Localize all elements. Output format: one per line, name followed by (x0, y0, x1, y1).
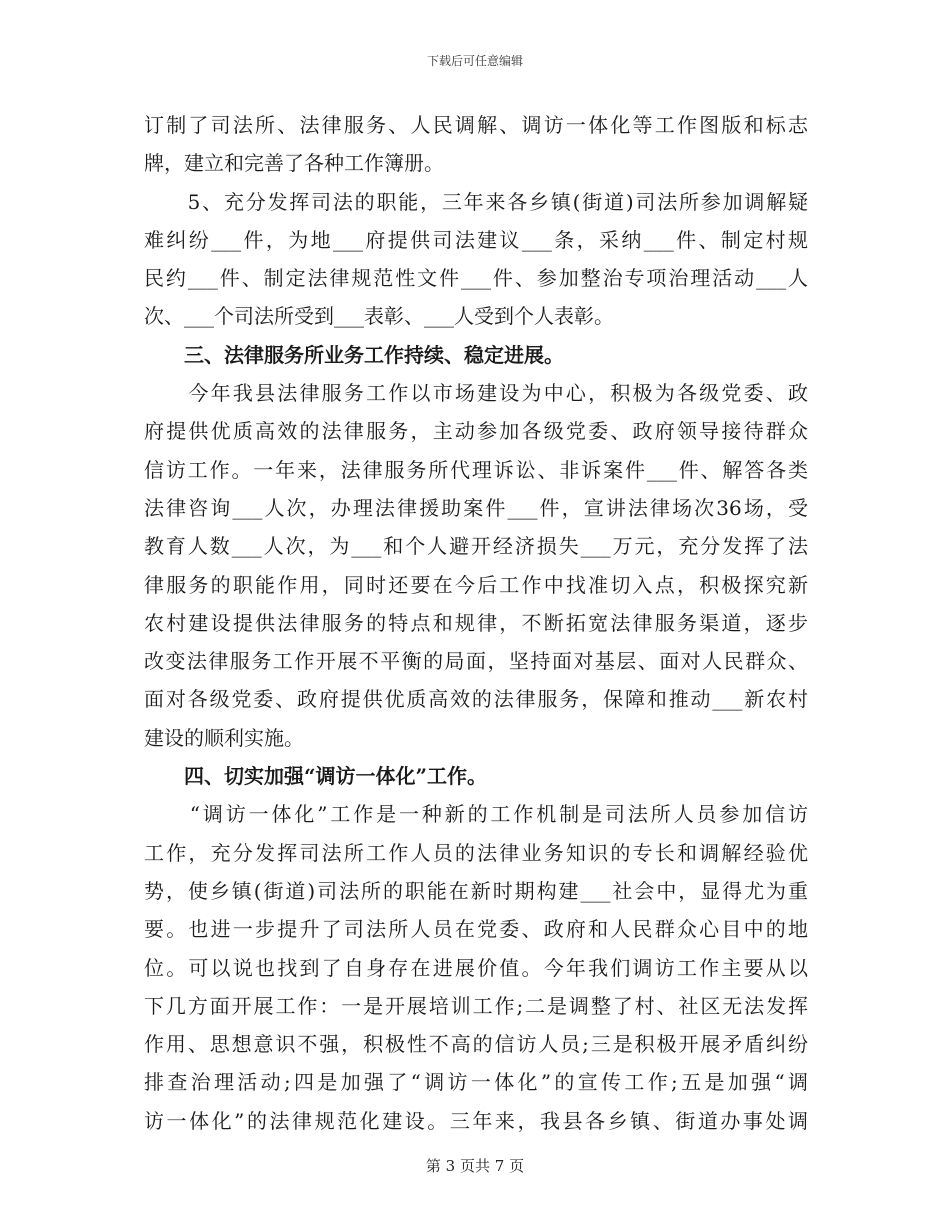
paragraph-line: 排查治理活动;四是加强了“调访一体化”的宣传工作;五是加强“调 (144, 1070, 808, 1095)
paragraph-line: 要。也进一步提升了司法所人员在党委、政府和人民群众心目中的地 (144, 917, 808, 942)
page-header: 下载后可任意编辑 (426, 54, 523, 68)
paragraph-line: 府提供优质高效的法律服务，主动参加各级党委、政府领导接待群众 (144, 419, 808, 444)
paragraph-line: 位。可以说也找到了自身存在进展价值。今年我们调访工作主要从以 (144, 955, 808, 980)
paragraph-line: 改变法律服务工作开展不平衡的局面，坚持面对基层、面对人民群众、 (144, 649, 808, 674)
paragraph-line: 法律咨询___人次，办理法律援助案件___件，宣讲法律场次36场，受 (144, 495, 808, 520)
section-heading: 四、切实加强“调访一体化”工作。 (144, 764, 488, 789)
paragraph-line: 建设的顺利实施。 (144, 725, 304, 750)
paragraph-line: 律服务的职能作用，同时还要在今后工作中找准切入点，积极探究新 (144, 572, 808, 597)
paragraph-line: 信访工作。一年来，法律服务所代理诉讼、非诉案件___件、解答各类 (144, 457, 808, 482)
paragraph-line: 订制了司法所、法律服务、人民调解、调访一体化等工作图版和标志 (144, 113, 808, 137)
paragraph-line: 民约___件、制定法律规范性文件___件、参加整治专项治理活动___人 (144, 266, 808, 291)
document-body (144, 106, 808, 1140)
paragraph-line: 牌，建立和完善了各种工作簿册。 (144, 151, 444, 176)
paragraph-line: 下几方面开展工作：一是开展培训工作;二是调整了村、社区无法发挥 (144, 993, 808, 1018)
paragraph-line: “调访一体化”工作是一种新的工作机制是司法所人员参加信访 (144, 802, 808, 827)
paragraph-line: 5、充分发挥司法的职能，三年来各乡镇(街道)司法所参加调解疑 (144, 189, 808, 214)
paragraph-line: 工作，充分发挥司法所工作人员的法律业务知识的专长和调解经验优 (144, 840, 808, 865)
paragraph-line: 教育人数___人次，为___和个人避开经济损失___万元，充分发挥了法 (144, 534, 808, 559)
paragraph-line: 今年我县法律服务工作以市场建设为中心，积极为各级党委、政 (144, 381, 808, 406)
paragraph-line: 访一体化”的法律规范化建设。三年来，我县各乡镇、街道办事处调 (144, 1108, 808, 1133)
page-footer: 第 3 页共 7 页 (425, 1157, 525, 1175)
paragraph-line: 次、___个司法所受到___表彰、___人受到个人表彰。 (144, 304, 614, 329)
paragraph-line: 面对各级党委、政府提供优质高效的法律服务，保障和推动___新农村 (144, 687, 808, 712)
paragraph-line: 难纠纷___件，为地___府提供司法建议___条，采纳___件、制定村规 (144, 227, 808, 252)
paragraph-line: 作用、思想意识不强，积极性不高的信访人员;三是积极开展矛盾纠纷 (144, 1032, 808, 1057)
section-heading: 三、法律服务所业务工作持续、稳定进展。 (144, 342, 564, 367)
paragraph-line: 势，使乡镇(街道)司法所的职能在新时期构建___社会中，显得尤为重 (144, 878, 808, 903)
paragraph-line: 农村建设提供法律服务的特点和规律，不断拓宽法律服务渠道，逐步 (144, 610, 808, 635)
